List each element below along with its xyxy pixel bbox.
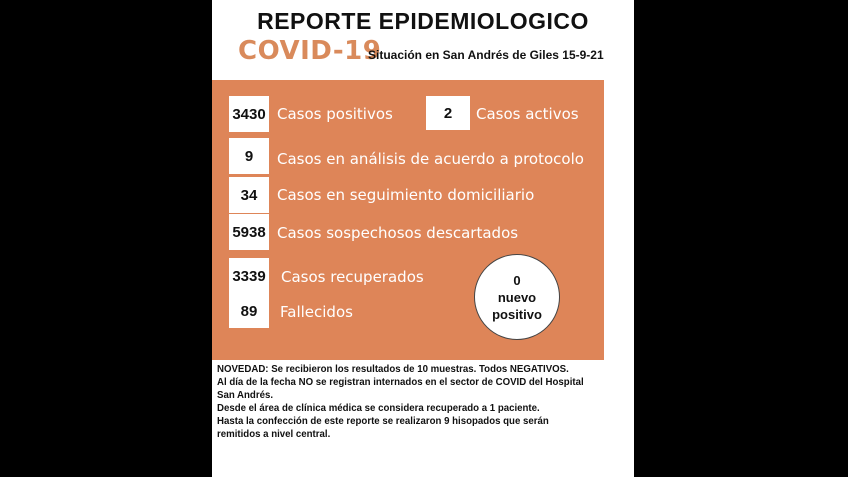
analisis-count: 9 xyxy=(229,138,269,174)
positivos-count: 3430 xyxy=(229,96,269,132)
nuevo-positivo-line2: positivo xyxy=(492,306,542,322)
nuevo-positivo-badge xyxy=(474,254,560,340)
report-title: REPORTE EPIDEMIOLOGICO xyxy=(257,8,589,34)
novedad-line: NOVEDAD: Se recibieron los resultados de 10 muestras. Todos NEGATIVOS. xyxy=(217,363,569,375)
analisis-label: Casos en análisis de acuerdo a protocolo xyxy=(277,150,584,168)
nuevo-positivo-line1: nuevo xyxy=(497,289,537,305)
recuperados-count: 3339 xyxy=(229,258,269,294)
descartados-label: Casos sospechosos descartados xyxy=(277,224,519,242)
fallecidos-label: Fallecidos xyxy=(280,303,353,321)
novedad-notes xyxy=(217,363,585,441)
novedad-line: Desde el área de clínica médica se considera recuperado a 1 paciente. xyxy=(217,402,540,414)
covid-heading: COVID-19 xyxy=(238,36,382,66)
seguimiento-label: Casos en seguimiento domiciliario xyxy=(277,186,535,204)
novedad-line: Hasta la confección de este reporte se realizaron 9 hisopados que serán remitidos a nivel central. xyxy=(217,415,549,440)
report-page xyxy=(212,0,634,477)
recuperados-label: Casos recuperados xyxy=(281,268,424,286)
descartados-count: 5938 xyxy=(229,214,269,250)
stats-panel xyxy=(212,80,604,360)
positivos-label: Casos positivos xyxy=(277,105,393,123)
fallecidos-count: 89 xyxy=(229,294,269,328)
activos-label: Casos activos xyxy=(476,105,579,123)
situation-date: Situación en San Andrés de Giles 15-9-21 xyxy=(368,48,604,62)
novedad-line: Al día de la fecha NO se registran internados en el sector de COVID del Hospital San Andrés. xyxy=(217,376,584,401)
nuevo-positivo-count: 0 xyxy=(513,272,521,288)
activos-count: 2 xyxy=(426,96,470,130)
seguimiento-count: 34 xyxy=(229,177,269,213)
